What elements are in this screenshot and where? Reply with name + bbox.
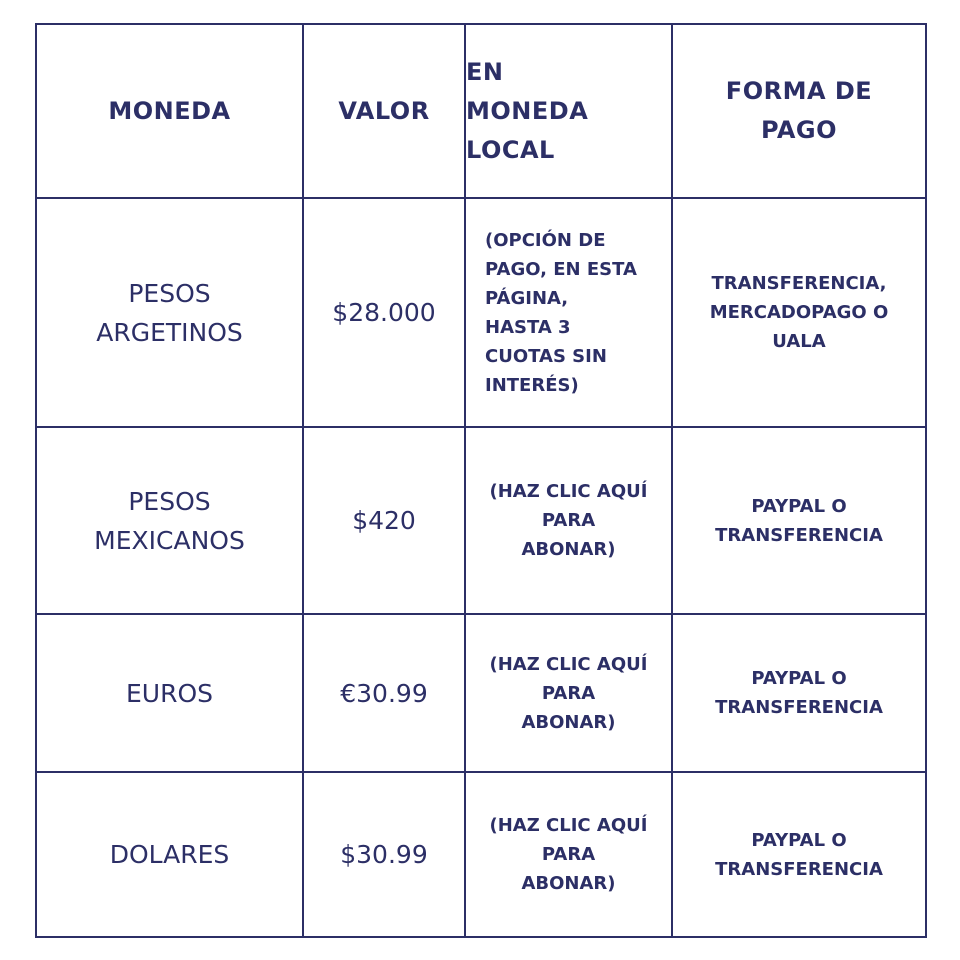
local-line: PÁGINA, bbox=[485, 287, 569, 309]
payment-line: PAYPAL O bbox=[751, 495, 847, 517]
currency-cell bbox=[36, 772, 303, 937]
payment-line: UALA bbox=[772, 331, 826, 352]
header-line: FORMA DE bbox=[725, 77, 873, 105]
table-row bbox=[36, 772, 926, 937]
local-line: ABONAR) bbox=[521, 873, 616, 894]
payment-cell bbox=[672, 772, 926, 937]
header-line: PAGO bbox=[760, 116, 838, 144]
header-en-moneda-local bbox=[465, 24, 672, 198]
payment-line: TRANSFERENCIA bbox=[715, 524, 883, 546]
local-line: (HAZ CLIC AQUÍ bbox=[489, 815, 648, 836]
header-valor bbox=[303, 24, 465, 198]
currency-line: PESOS bbox=[128, 486, 211, 516]
payment-line: TRANSFERENCIA bbox=[715, 697, 883, 718]
value-cell: €30.99 bbox=[303, 614, 465, 772]
local-line: (HAZ CLIC AQUÍ bbox=[489, 653, 648, 675]
header-moneda-text: MONEDA bbox=[108, 96, 231, 125]
local-currency-link-cell[interactable] bbox=[465, 772, 672, 937]
local-line: HASTA 3 bbox=[485, 316, 571, 338]
currency-line: PESOS bbox=[128, 278, 211, 308]
value-cell: $28.000 bbox=[303, 198, 465, 427]
value-cell: $420 bbox=[303, 427, 465, 614]
local-currency-cell bbox=[465, 198, 672, 427]
value-cell: $30.99 bbox=[303, 772, 465, 937]
header-valor-text: VALOR bbox=[338, 96, 430, 125]
payment-line: PAYPAL O bbox=[751, 668, 847, 689]
local-line: (OPCIÓN DE bbox=[485, 229, 606, 251]
header-forma-de-pago bbox=[672, 24, 926, 198]
local-line: PARA bbox=[541, 844, 596, 865]
currency-line: EUROS bbox=[125, 678, 213, 708]
payment-line: TRANSFERENCIA, bbox=[711, 273, 887, 294]
table-header-row bbox=[36, 24, 926, 198]
payment-line: TRANSFERENCIA bbox=[715, 858, 883, 880]
currency-cell bbox=[36, 198, 303, 427]
currency-line: MEXICANOS bbox=[94, 525, 245, 555]
local-currency-link-cell[interactable] bbox=[465, 427, 672, 614]
header-line: EN bbox=[466, 57, 504, 86]
local-line: PARA bbox=[541, 682, 596, 704]
table-row bbox=[36, 614, 926, 772]
local-currency-link-cell[interactable] bbox=[465, 614, 672, 772]
currency-cell bbox=[36, 614, 303, 772]
table-row bbox=[36, 427, 926, 614]
local-line: PARA bbox=[541, 510, 596, 531]
table-row bbox=[36, 198, 926, 427]
payment-cell bbox=[672, 198, 926, 427]
payment-line: MERCADOPAGO O bbox=[709, 302, 889, 323]
local-line: (HAZ CLIC AQUÍ bbox=[489, 481, 648, 502]
local-line: INTERÉS) bbox=[485, 374, 579, 396]
local-line: PAGO, EN ESTA bbox=[485, 258, 637, 280]
local-line: ABONAR) bbox=[521, 711, 616, 733]
payment-line: PAYPAL O bbox=[751, 829, 847, 851]
header-line: LOCAL bbox=[466, 135, 555, 164]
payment-cell bbox=[672, 614, 926, 772]
currency-line: DOLARES bbox=[109, 840, 230, 869]
header-line: MONEDA bbox=[466, 96, 589, 125]
price-table bbox=[35, 23, 927, 938]
header-moneda bbox=[36, 24, 303, 198]
payment-cell bbox=[672, 427, 926, 614]
local-line: CUOTAS SIN bbox=[485, 345, 607, 367]
local-line: ABONAR) bbox=[521, 539, 616, 560]
currency-line: ARGETINOS bbox=[96, 317, 243, 347]
currency-cell bbox=[36, 427, 303, 614]
